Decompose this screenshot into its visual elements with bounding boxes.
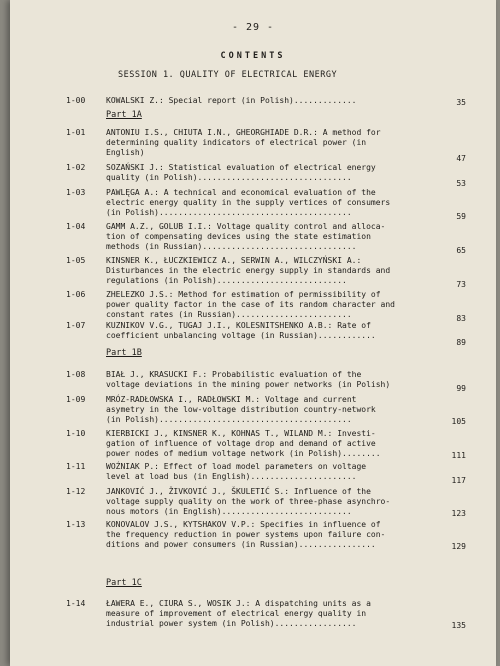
entry-code: 1-02: [66, 163, 86, 172]
entry-line: MRÓZ-RADŁOWSKA I., RADŁOWSKI M.: Voltage and current: [106, 395, 357, 404]
entry-line: asymetry in the low-voltage distribution country-network: [106, 405, 376, 414]
entry-code: 1-13: [66, 520, 86, 529]
entry-text: [106, 599, 406, 629]
entry-line: KINSNER K., ŁUCZKIEWICZ A., SERWIN A., WILCZYŃSKI A.:: [106, 256, 362, 265]
entry-line: level at load bus (in English)......................: [106, 472, 357, 481]
entry-text: [106, 188, 406, 218]
entry-line: ŁAWERA E., CIURA S., WOSIK J.: A dispatching units as a: [106, 599, 371, 608]
entry-line: electric energy quality in the supply vertices of consumers: [106, 198, 391, 207]
entry-line: WOŹNIAK P.: Effect of load model parameters on voltage: [106, 462, 367, 471]
entry-page: 83: [456, 314, 466, 323]
entry-text: [106, 395, 406, 425]
entry-text: [106, 96, 406, 106]
entry-line: GAMM A.Z., GOLUB I.I.: Voltage quality control and alloca-: [106, 222, 386, 231]
entry-line: ANTONIU I.S., CHIUTA I.N., GHEORGHIADE D.R.: A method for: [106, 128, 381, 137]
entry-page: 47: [456, 154, 466, 163]
entry-code: 1-12: [66, 487, 86, 496]
entry-text: [106, 429, 406, 459]
part-heading: Part 1A: [106, 110, 142, 120]
book-page: [10, 0, 496, 666]
entry-text: [106, 222, 406, 252]
entry-line: (in Polish)........................................: [106, 208, 352, 217]
entry-code: 1-08: [66, 370, 86, 379]
page-number: - 29 -: [231, 22, 275, 33]
entry-line: JANKOVIĆ J., ŽIVKOVIĆ J., ŠKULETIĆ S.: Influence of the: [106, 487, 371, 496]
entry-line: voltage deviations in the mining power networks (in Polish): [106, 380, 391, 389]
entry-page: 135: [451, 621, 466, 630]
entry-text: [106, 321, 406, 341]
entry-line: methods (in Russian)................................: [106, 242, 357, 251]
entry-text: [106, 290, 406, 320]
entry-page: 105: [451, 417, 466, 426]
entry-page: 35: [456, 98, 466, 107]
entry-line: power quality factor in the case of its random character and: [106, 300, 395, 309]
entry-line: KONOVALOV J.S., KYTSHAKOV V.P.: Specifies in influence of: [106, 520, 381, 529]
entry-line: coefficient unbalancing voltage (in Russian)............: [106, 331, 376, 340]
entry-text: [106, 256, 406, 286]
part-heading: Part 1C: [106, 578, 142, 588]
entry-line: SOZAŃSKI J.: Statistical evaluation of electrical energy: [106, 163, 376, 172]
entry-line: measure of improvement of electrical energy quality in: [106, 609, 367, 618]
entry-page: 65: [456, 246, 466, 255]
entry-code: 1-04: [66, 222, 86, 231]
entry-line: determining quality indicators of electrical power (in: [106, 138, 367, 147]
entry-text: [106, 487, 406, 517]
entry-code: 1-07: [66, 321, 86, 330]
entry-page: 53: [456, 179, 466, 188]
entry-code: 1-10: [66, 429, 86, 438]
entry-line: English): [106, 148, 145, 157]
entry-code: 1-01: [66, 128, 86, 137]
entry-line: the frequency reduction in power systems upon failure con-: [106, 530, 386, 539]
entry-line: KIERBICKI J., KINSNER K., KOHNAS T., WILAND M.: Investi-: [106, 429, 376, 438]
entry-page: 123: [451, 509, 466, 518]
entry-line: gation of influence of voltage drop and demand of active: [106, 439, 376, 448]
entry-page: 73: [456, 280, 466, 289]
entry-text: [106, 128, 406, 158]
entry-line: (in Polish)........................................: [106, 415, 352, 424]
entry-line: industrial power system (in Polish).................: [106, 619, 357, 628]
entry-line: nous motors (in English)...........................: [106, 507, 352, 516]
entry-text: [106, 520, 406, 550]
entry-page: 99: [456, 384, 466, 393]
entry-line: constant rates (in Russian)........................: [106, 310, 352, 319]
entry-line: BIAŁ J., KRASUCKI F.: Probabilistic evaluation of the: [106, 370, 362, 379]
entry-line: regulations (in Polish)...........................: [106, 276, 347, 285]
entry-code: 1-00: [66, 96, 86, 105]
entry-code: 1-09: [66, 395, 86, 404]
entry-line: power nodes of medium voltage network (in Polish)........: [106, 449, 381, 458]
entry-code: 1-05: [66, 256, 86, 265]
entry-line: ZHELEZKO J.S.: Method for estimation of permissibility of: [106, 290, 381, 299]
session-title: SESSION 1. QUALITY OF ELECTRICAL ENERGY: [118, 70, 338, 80]
entry-line: Disturbances in the electric energy supply in standards and: [106, 266, 391, 275]
part-heading: Part 1B: [106, 348, 142, 358]
entry-code: 1-06: [66, 290, 86, 299]
entry-line: tion of compensating devices using the state estimation: [106, 232, 371, 241]
entry-page: 89: [456, 338, 466, 347]
entry-line: KOWALSKI Z.: Special report (in Polish).............: [106, 96, 357, 105]
entry-code: 1-11: [66, 462, 86, 471]
entry-line: quality (in Polish)................................: [106, 173, 352, 182]
entry-line: voltage supply quality on the work of three-phase asynchro-: [106, 497, 391, 506]
entry-page: 111: [451, 451, 466, 460]
entry-line: PAWLĘGA A.: A technical and economical evaluation of the: [106, 188, 376, 197]
entry-line: KUZNIKOV V.G., TUGAJ J.I., KOLESNITSHENKO A.B.: Rate of: [106, 321, 371, 330]
entry-text: [106, 163, 406, 183]
entry-page: 117: [451, 476, 466, 485]
entry-line: ditions and power consumers (in Russian)................: [106, 540, 376, 549]
entry-code: 1-03: [66, 188, 86, 197]
entry-text: [106, 370, 406, 390]
entry-page: 59: [456, 212, 466, 221]
entry-page: 129: [451, 542, 466, 551]
entry-text: [106, 462, 406, 482]
contents-heading: CONTENTS: [220, 51, 286, 61]
entry-code: 1-14: [66, 599, 86, 608]
